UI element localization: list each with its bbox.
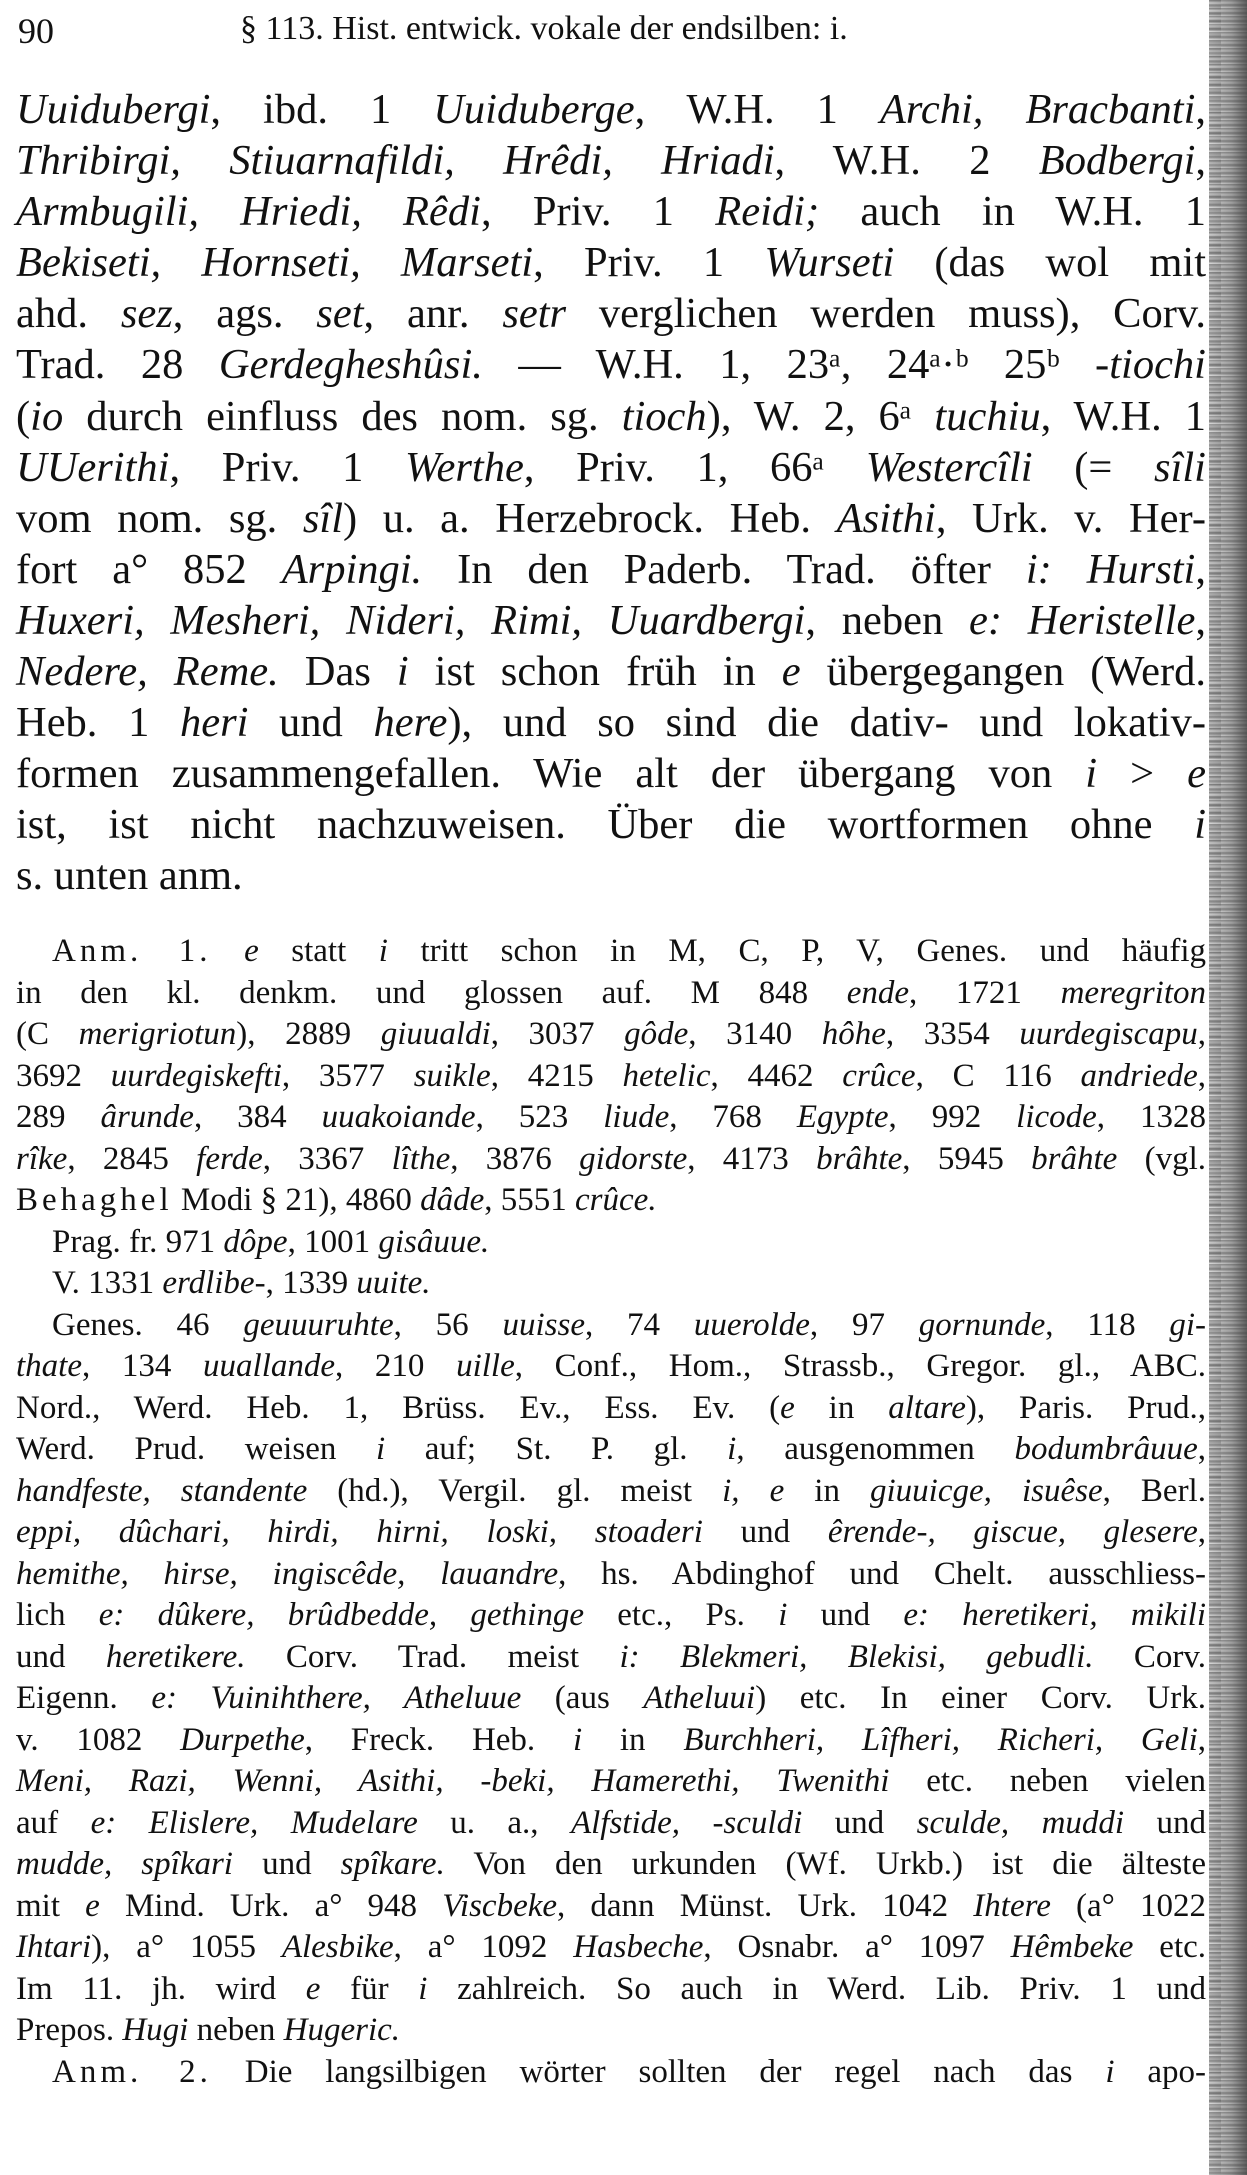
- text-run: >: [1097, 750, 1188, 798]
- italic-term: Hugi: [122, 2012, 189, 2048]
- text-run: statt: [258, 933, 379, 969]
- note-line: [16, 1554, 1206, 1596]
- text-run: , 5551: [484, 1182, 576, 1218]
- text-run: ist schon früh in: [408, 648, 782, 696]
- text-run: (=: [1032, 443, 1155, 491]
- italic-term: lîthe: [391, 1140, 451, 1177]
- text-run: in: [582, 1721, 684, 1758]
- text-run: und: [702, 1514, 828, 1550]
- italic-term: gidorste: [579, 1140, 688, 1177]
- text-run: ) u. a. Herzebrock. Heb.: [343, 494, 837, 542]
- text-run: , 4215: [490, 1057, 623, 1094]
- italic-term: Ihtari: [16, 1929, 92, 1965]
- text-run: , 1001: [287, 1223, 379, 1260]
- text-run: , 523: [475, 1099, 604, 1135]
- text-run: v. 1082: [16, 1721, 181, 1758]
- text-run: Behaghel: [16, 1182, 173, 1218]
- text-run: vom nom. sg.: [16, 494, 303, 542]
- italic-term: e: [780, 1389, 795, 1426]
- text-run: ) etc. In einer Corv. Urk.: [755, 1680, 1206, 1716]
- italic-term: e: Vuinihthere, Atheluue: [151, 1680, 522, 1716]
- text-run: Mind. Urk. a° 948: [99, 1887, 443, 1924]
- italic-term: i: [418, 1970, 428, 2007]
- italic-term: Hasbeche: [573, 1929, 704, 1965]
- text-run: , ibd. 1: [210, 86, 434, 133]
- text-run: , a° 1092: [393, 1929, 574, 1965]
- text-run: , 134: [81, 1348, 204, 1384]
- text-run: s. unten anm.: [16, 852, 243, 900]
- text-run: Im 11. jh. wird: [16, 1970, 306, 2007]
- text-run: etc. neben vielen: [889, 1763, 1206, 1799]
- italic-term: erdlibe-: [162, 1265, 266, 1301]
- text-run: , 210: [335, 1348, 457, 1384]
- italic-term: i: [727, 1431, 737, 1467]
- text-run: , Priv. 1: [533, 239, 765, 287]
- italic-term: uille: [456, 1348, 515, 1384]
- italic-term: uuakoiande: [321, 1099, 476, 1135]
- italic-term: Arpingi.: [281, 545, 423, 593]
- text-run: , Berl.: [1102, 1472, 1206, 1509]
- text-run: ), a° 1055: [91, 1929, 282, 1965]
- italic-term: dâde: [420, 1182, 485, 1218]
- italic-term: spîkare.: [340, 1846, 445, 1882]
- text-run: formen zusammengefallen. Wie alt der übergang von: [16, 750, 1086, 798]
- italic-term: altare: [888, 1389, 966, 1426]
- main-paragraph: [16, 84, 1206, 902]
- text-run: , Priv. 1: [169, 443, 406, 491]
- page-number: 90: [18, 11, 54, 51]
- italic-term: io: [30, 392, 64, 440]
- italic-term: merigriotun: [78, 1016, 237, 1052]
- italic-term: Armbugili, Hriedi, Rêdi: [16, 188, 481, 236]
- italic-term: heri: [179, 699, 249, 747]
- italic-term: here: [373, 699, 448, 747]
- italic-term: Hugeric.: [283, 2012, 401, 2048]
- text-run: ), Paris. Prud.,: [965, 1389, 1206, 1426]
- text-run: , 56: [393, 1306, 503, 1343]
- text-run: ,: [1195, 545, 1206, 593]
- text-run: , anr.: [363, 290, 503, 338]
- text-run: und: [248, 699, 374, 747]
- italic-term: i: [572, 1721, 583, 1758]
- note-line: [16, 1388, 1206, 1430]
- text-line: [16, 442, 1206, 493]
- text-run: Anm. 2.: [52, 2053, 212, 2090]
- italic-term: hôhe: [821, 1016, 886, 1052]
- text-run: , 2845: [67, 1140, 197, 1177]
- text-run: , 4462: [710, 1057, 843, 1094]
- text-run: Corv.: [1093, 1638, 1207, 1675]
- text-run: , 768: [669, 1099, 797, 1135]
- text-run: etc., Ps.: [584, 1597, 779, 1633]
- text-line: [16, 799, 1206, 850]
- text-run: V. 1331: [52, 1265, 163, 1301]
- italic-term: crûce.: [575, 1182, 657, 1218]
- text-run: neben: [188, 2012, 284, 2048]
- italic-term: uuite.: [356, 1265, 431, 1301]
- text-run: ,: [1195, 137, 1207, 185]
- text-line: [16, 493, 1206, 544]
- note-line: [16, 1595, 1206, 1637]
- italic-term: ende: [846, 974, 910, 1011]
- text-run: Werd. Prud. weisen: [16, 1431, 376, 1467]
- text-run: , hs. Abdinghof und Chelt. ausschliess-: [558, 1555, 1206, 1592]
- text-run: u. a.,: [417, 1804, 571, 1841]
- text-run: , 118: [1045, 1306, 1170, 1343]
- italic-term: e: [781, 648, 801, 696]
- note-line: [16, 1014, 1206, 1056]
- italic-term: Atheluui: [643, 1680, 756, 1716]
- text-run: apo-: [1114, 2053, 1207, 2090]
- note-line: [16, 1263, 1206, 1305]
- italic-term: i: [378, 933, 388, 969]
- italic-term: Uuidubergi: [16, 86, 211, 133]
- text-run: , 97: [809, 1306, 919, 1343]
- italic-term: thate: [16, 1348, 82, 1384]
- text-run: , 3367: [262, 1140, 392, 1177]
- running-header: [14, 4, 1204, 54]
- note-line: [16, 1305, 1206, 1347]
- text-run: und: [1124, 1804, 1207, 1841]
- text-run: mit: [16, 1887, 86, 1924]
- italic-term: Alfstide, -sculdi: [570, 1804, 803, 1841]
- text-run: , 5945: [902, 1140, 1032, 1177]
- text-run: , dann Münst. Urk. 1042: [557, 1887, 974, 1924]
- italic-term: Thribirgi, Stiuarnafildi, Hrêdi, Hriadi: [16, 137, 775, 185]
- page-edge-texture: [1209, 0, 1221, 2175]
- text-run: ), W. 2, 6ᵃ: [706, 392, 935, 440]
- italic-term: set: [316, 290, 364, 338]
- text-line: [16, 850, 1206, 901]
- text-run: auf: [16, 1804, 91, 1841]
- note-line: [16, 1969, 1206, 2011]
- italic-term: Reidi;: [715, 188, 820, 236]
- italic-term: Asithi: [836, 494, 936, 542]
- note-line: [16, 973, 1206, 1015]
- text-run: (a° 1022: [1050, 1887, 1206, 1924]
- text-run: , W.H. 2: [774, 137, 1039, 185]
- italic-term: uuisse: [502, 1306, 585, 1343]
- italic-term: meregriton: [1060, 974, 1207, 1011]
- text-run: und: [232, 1846, 341, 1882]
- text-run: (aus: [521, 1680, 644, 1716]
- italic-term: brâhte: [816, 1140, 903, 1177]
- italic-term: andriede: [1080, 1057, 1198, 1094]
- text-run: [212, 933, 245, 969]
- italic-term: i, e: [722, 1472, 785, 1509]
- note-line: [16, 1512, 1206, 1554]
- italic-term: -tiochi: [1095, 341, 1206, 389]
- text-run: , 384: [193, 1099, 322, 1135]
- italic-term: gisâuue.: [378, 1223, 490, 1260]
- italic-term: e: Elislere, Mudelare: [90, 1804, 418, 1841]
- text-run: , 1339: [265, 1265, 357, 1301]
- text-run: ,: [1197, 1016, 1207, 1052]
- text-line: [16, 237, 1206, 288]
- note-line: [16, 1180, 1206, 1222]
- italic-term: ferde: [196, 1140, 263, 1177]
- text-run: , Priv. 1: [480, 188, 716, 236]
- italic-term: i: Hursti: [1025, 545, 1196, 593]
- note-line: [16, 1097, 1206, 1139]
- italic-term: gi-: [1169, 1306, 1207, 1343]
- note-line: [16, 2052, 1206, 2094]
- text-run: , Conf., Hom., Strassb., Gregor. gl., ABC.: [514, 1348, 1207, 1384]
- italic-term: uuallande: [203, 1348, 336, 1384]
- header-title: § 113. Hist. entwick. vokale der endsilben: i.: [240, 10, 848, 47]
- italic-term: e: [85, 1887, 100, 1924]
- italic-term: i: [1194, 801, 1206, 849]
- italic-term: sculde, muddi: [916, 1804, 1125, 1841]
- italic-term: e: dûkere, brûdbedde, gethinge: [98, 1597, 584, 1633]
- italic-term: i: [1105, 2053, 1115, 2090]
- text-run: 289: [16, 1099, 101, 1135]
- italic-term: Bodbergi: [1038, 137, 1196, 185]
- text-run: ,: [1197, 1057, 1207, 1094]
- italic-term: Archi, Bracbanti: [879, 86, 1196, 133]
- italic-term: Werthe: [405, 443, 524, 491]
- text-run: Prag. fr. 971: [52, 1223, 224, 1260]
- text-line: [16, 339, 1206, 390]
- italic-term: e: heretikeri, mikili: [903, 1597, 1207, 1633]
- italic-term: Westercîli: [865, 443, 1033, 491]
- italic-term: uurdegiskefti: [110, 1057, 282, 1094]
- note-line: [16, 2010, 1206, 2052]
- italic-term: brâhte: [1031, 1140, 1118, 1177]
- text-run: und: [787, 1597, 904, 1633]
- text-run: , W.H. 1: [634, 86, 880, 133]
- italic-term: i: Blekmeri, Blekisi, gebudli.: [619, 1638, 1094, 1675]
- text-run: fort a° 852: [16, 545, 282, 593]
- text-run: Corv. Trad. meist: [245, 1638, 620, 1675]
- text-run: , Osnabr. a° 1097: [703, 1929, 1011, 1965]
- italic-term: hetelic: [622, 1057, 711, 1094]
- annotations-block: [16, 931, 1206, 2093]
- italic-term: liude: [603, 1099, 670, 1135]
- italic-term: Ihtere: [973, 1887, 1051, 1924]
- text-run: Heb. 1: [16, 699, 180, 747]
- text-run: , W.H. 1: [1040, 392, 1206, 440]
- text-line: [16, 391, 1206, 442]
- italic-term: giuuicge, isuêse: [870, 1472, 1103, 1509]
- italic-term: gôde: [624, 1016, 689, 1052]
- text-run: Prepos.: [16, 2012, 123, 2048]
- italic-term: Egypte: [796, 1099, 889, 1135]
- italic-term: uuerolde: [693, 1306, 810, 1343]
- italic-term: i: [396, 648, 409, 696]
- text-run: , 3577: [281, 1057, 414, 1094]
- text-run: ,: [1197, 1721, 1206, 1758]
- text-run: lich: [16, 1597, 99, 1633]
- italic-term: Burchheri, Lîfheri, Richeri, Geli: [683, 1721, 1198, 1758]
- text-run: Trad. 28: [16, 341, 219, 389]
- note-line: [16, 1056, 1206, 1098]
- text-run: , 3140: [688, 1016, 822, 1052]
- text-run: Modi § 21), 4860: [172, 1182, 421, 1218]
- italic-term: giuualdi: [380, 1016, 491, 1052]
- text-run: in: [794, 1389, 889, 1426]
- italic-term: i: [778, 1597, 788, 1633]
- note-line: [16, 1803, 1206, 1845]
- text-run: in den kl. denkm. und glossen auf. M 848: [16, 974, 847, 1011]
- text-run: , 74: [584, 1306, 694, 1343]
- note-line: [16, 1678, 1206, 1720]
- text-run: (vgl.: [1117, 1140, 1207, 1177]
- note-line: [16, 1886, 1206, 1928]
- italic-term: e: [1187, 750, 1206, 798]
- text-run: Eigenn.: [16, 1680, 152, 1716]
- italic-term: Huxeri, Mesheri, Nideri, Rimi, Uuardbergi: [16, 596, 806, 644]
- italic-term: sîl: [302, 494, 344, 542]
- text-run: Anm. 1.: [52, 933, 212, 969]
- text-run: und: [802, 1804, 917, 1841]
- note-line: [16, 1346, 1206, 1388]
- text-run: ,: [1197, 1514, 1206, 1550]
- italic-term: UUerithi: [16, 443, 170, 491]
- text-run: Das: [278, 648, 397, 696]
- note-line: [16, 1761, 1206, 1803]
- note-line: [16, 1471, 1206, 1513]
- text-line: [16, 186, 1206, 237]
- text-run: , ausgenommen: [736, 1431, 1015, 1467]
- text-run: ), und so sind die dativ- und lokativ-: [447, 699, 1206, 747]
- note-line: [16, 1844, 1206, 1886]
- text-run: durch einfluss des nom. sg.: [63, 392, 622, 440]
- text-run: und: [16, 1638, 106, 1675]
- italic-term: hemithe, hirse, ingiscêde, lauandre: [16, 1555, 559, 1592]
- text-run: , 3037: [490, 1016, 625, 1052]
- text-run: tritt schon in M, C, P, V, Genes. und häufig: [387, 933, 1207, 969]
- italic-term: Gerdegheshûsi.: [218, 341, 483, 389]
- italic-term: tuchiu: [934, 392, 1041, 440]
- text-run: übergegangen (Werd.: [800, 648, 1206, 696]
- text-run: , 3354: [885, 1016, 1020, 1052]
- text-run: ,: [1197, 1431, 1207, 1467]
- text-run: Genes. 46: [52, 1306, 244, 1343]
- italic-term: Wurseti: [764, 239, 895, 287]
- italic-term: suikle: [413, 1057, 491, 1094]
- italic-term: rîke: [16, 1140, 68, 1177]
- text-run: Von den urkunden (Wf. Urkb.) ist die älteste: [444, 1846, 1206, 1882]
- text-run: , Urk. v. Her-: [935, 494, 1206, 542]
- note-line: [16, 1222, 1206, 1264]
- text-run: ist, ist nicht nachzuweisen. Über die wortformen ohne: [16, 801, 1195, 849]
- note-line: [16, 1429, 1206, 1471]
- text-run: , neben: [805, 596, 969, 644]
- text-line: [16, 288, 1206, 339]
- text-run: (: [16, 392, 31, 440]
- text-run: , Priv. 1, 66ᵃ: [523, 443, 866, 491]
- note-line: [16, 1637, 1206, 1679]
- text-run: , 3876: [450, 1140, 580, 1177]
- italic-term: uurdegiscapu: [1019, 1016, 1198, 1052]
- text-run: — W.H. 1, 23ᵃ, 24ᵃ·ᵇ 25ᵇ: [482, 341, 1096, 389]
- text-run: auf; St. P. gl.: [385, 1431, 728, 1467]
- italic-term: setr: [502, 290, 567, 338]
- italic-term: gornunde: [918, 1306, 1046, 1343]
- text-run: , 1721: [909, 974, 1061, 1011]
- text-run: ahd.: [16, 290, 121, 338]
- italic-term: heretikere.: [105, 1638, 246, 1675]
- text-run: , ags.: [172, 290, 317, 338]
- text-run: , 992: [888, 1099, 1017, 1135]
- italic-term: licode: [1016, 1099, 1097, 1135]
- text-run: Nord., Werd. Heb. 1, Brüss. Ev., Ess. Ev. (: [16, 1389, 781, 1426]
- text-run: verglichen werden muss), Corv.: [566, 290, 1206, 338]
- text-run: , 1328: [1096, 1099, 1206, 1135]
- italic-term: sez: [120, 290, 173, 338]
- text-line: [16, 135, 1206, 186]
- text-line: [16, 84, 1206, 135]
- text-run: etc.: [1133, 1929, 1207, 1965]
- italic-term: e: [244, 933, 259, 969]
- italic-term: Meni, Razi, Wenni, Asithi, -beki, Hamerethi, Twenithi: [16, 1763, 890, 1799]
- italic-term: mudde, spîkari: [16, 1846, 233, 1882]
- text-line: [16, 697, 1206, 748]
- text-run: , 4173: [687, 1140, 817, 1177]
- italic-term: crûce: [842, 1057, 916, 1094]
- text-run: In den Paderb. Trad. öfter: [422, 545, 1026, 593]
- italic-term: Nedere, Reme.: [16, 648, 279, 696]
- italic-term: bodumbrâuue: [1014, 1431, 1198, 1467]
- italic-term: sîli: [1154, 443, 1206, 491]
- italic-term: i: [1085, 750, 1098, 798]
- italic-term: êrende-, giscue, glesere: [827, 1514, 1198, 1550]
- text-run: Die langsilbigen wörter sollten der regel nach das: [211, 2053, 1106, 2090]
- text-run: in: [784, 1472, 871, 1509]
- text-run: 3692: [16, 1057, 111, 1094]
- note-line: [16, 1720, 1206, 1762]
- italic-term: ârunde: [100, 1099, 194, 1135]
- text-run: auch in W.H. 1: [819, 188, 1206, 236]
- text-line: [16, 544, 1206, 595]
- italic-term: Viscbeke: [442, 1887, 558, 1924]
- note-line: [16, 1139, 1206, 1181]
- text-run: (hd.), Vergil. gl. meist: [307, 1472, 723, 1509]
- italic-term: tioch: [621, 392, 707, 440]
- text-run: ), 2889: [236, 1016, 381, 1052]
- italic-term: Durpethe: [180, 1721, 305, 1758]
- italic-term: dôpe: [223, 1223, 288, 1260]
- text-run: (C: [16, 1016, 79, 1052]
- text-line: [16, 646, 1206, 697]
- italic-term: i: [375, 1431, 386, 1467]
- italic-term: handfeste, standente: [16, 1472, 308, 1509]
- italic-term: eppi, dûchari, hirdi, hirni, loski, stoaderi: [16, 1514, 703, 1550]
- text-line: [16, 748, 1206, 799]
- note-line: [16, 931, 1206, 973]
- text-run: für: [320, 1970, 419, 2007]
- text-run: ,: [1195, 86, 1206, 133]
- text-run: , C 116: [915, 1057, 1081, 1094]
- text-line: [16, 595, 1206, 646]
- text-run: ,: [1195, 596, 1206, 644]
- note-line: [16, 1927, 1206, 1969]
- italic-term: geuuuruhte: [243, 1306, 394, 1343]
- text-run: , Freck. Heb.: [304, 1721, 573, 1758]
- italic-term: Bekiseti, Hornseti, Marseti: [16, 239, 534, 287]
- italic-term: Uuiduberge: [433, 86, 635, 133]
- italic-term: e: Heristelle: [968, 596, 1196, 644]
- text-run: zahlreich. So auch in Werd. Lib. Priv. 1 und: [427, 1970, 1207, 2007]
- text-run: (das wol mit: [894, 239, 1207, 287]
- italic-term: Alesbike: [281, 1929, 394, 1965]
- italic-term: Hêmbeke: [1010, 1929, 1134, 1965]
- italic-term: e: [305, 1970, 321, 2007]
